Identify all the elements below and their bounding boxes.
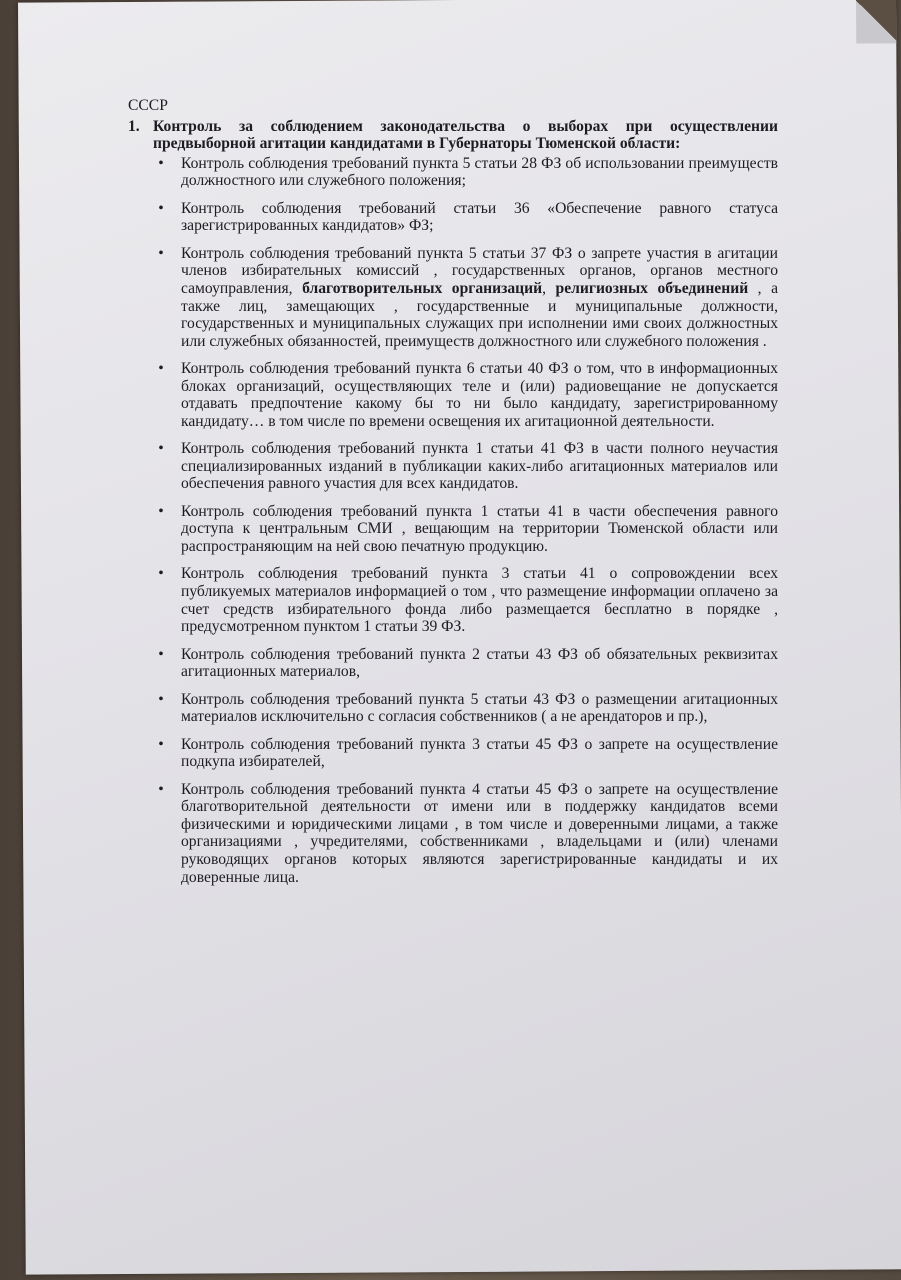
list-item — [153, 691, 778, 726]
section-title: Контроль за соблюдением законодательства о выборах при осуществлении предвыборной агитации кандидатами в Губернаторы Тюменской области: — [153, 117, 778, 153]
list-item-text: Контроль соблюдения требований пункта 5 статьи 43 ФЗ о размещении агитационных материалов исключительно с согласия собственников ( а не арендаторов и пр.), — [181, 690, 778, 726]
list-item — [153, 245, 778, 351]
bullet-icon: • — [158, 735, 164, 753]
requirements-list — [128, 155, 778, 886]
document-header: СССР — [128, 97, 168, 114]
bullet-icon: • — [158, 360, 164, 378]
list-item — [153, 200, 778, 235]
list-item — [153, 360, 778, 430]
list-item-text: Контроль соблюдения требований пункта 3 статьи 45 ФЗ о запрете на осуществление подкупа избирателей, — [181, 735, 778, 771]
folded-corner — [856, 0, 896, 44]
list-item — [153, 440, 778, 493]
section-number: 1. — [128, 117, 140, 135]
list-item-text: Контроль соблюдения требований пункта 6 статьи 40 ФЗ о том, что в информационных блоках организаций, осуществляющих теле и (или) радиовещание не допускается отдавать предпочтение какому бы то ни было кандидату, зарегистрированному кандидату… в том числе по времени освещения их агитационной деятельности. — [181, 360, 778, 430]
list-item-text: Контроль соблюдения требований статьи 36 «Обеспечение равного статуса зарегистрированных кандидатов» ФЗ; — [181, 199, 778, 235]
list-item-text: Контроль соблюдения требований пункта 4 статьи 45 ФЗ о запрете на осуществление благотворительной деятельности от имени или в поддержку кандидатов всеми физическими и юридическими лицами , в том числе и доверенными лицами, а также организациями , учредителями, собственниками , владельцами и (или) членами руководящих органов которых являются зарегистрированные кандидаты и их доверенные лица. — [181, 780, 778, 886]
list-item — [153, 565, 778, 635]
emphasis-charities: благотворительных организаций — [302, 279, 543, 297]
emphasis-religious-associations: религиозных объединений — [555, 279, 749, 297]
list-item — [153, 781, 778, 887]
bullet-icon: • — [158, 690, 164, 708]
list-item-text: Контроль соблюдения требований пункта 2 статьи 43 ФЗ об обязательных реквизитах агитационных материалов, — [181, 645, 778, 681]
list-item — [153, 155, 778, 190]
list-item-text: Контроль соблюдения требований пункта 5 статьи 28 ФЗ об использовании преимуществ должностного или служебного положения; — [181, 154, 778, 190]
bullet-icon: • — [158, 244, 164, 262]
list-item-text: Контроль соблюдения требований пункта 1 статьи 41 ФЗ в части полного неучастия специализированных изданий в публикации каких-либо агитационных материалов или обеспечения равного участия для всех кандидатов. — [181, 440, 778, 493]
list-item-text-separator: , — [542, 279, 556, 297]
list-item-text: , а также лиц, замещающих , государственные и муниципальные должности, государственных и муниципальных служащих при исполнении ими своих должностных или служебных обязанностей, преимуществ должностного или служебного положения . — [181, 279, 779, 350]
bullet-icon: • — [158, 199, 164, 217]
bullet-icon: • — [158, 780, 164, 798]
bullet-icon: • — [158, 565, 164, 583]
document-body — [128, 97, 778, 896]
list-item-text: Контроль соблюдения требований пункта 1 статьи 41 в части обеспечения равного доступа к центральным СМИ , вещающим на территории Тюменской области или распространяющим на ней свою печатную продукцию. — [181, 502, 778, 556]
list-item — [153, 503, 778, 556]
list-item-text: Контроль соблюдения требований пункта 5 статьи 37 ФЗ о запрете участия в агитации членов избирательных комиссий , государственных органов, органов местного самоуправления, — [181, 244, 778, 297]
list-item-text: Контроль соблюдения требований пункта 3 статьи 41 о сопровождении всех публикуемых материалов информацией о том , что размещение информации оплачено за счет средств избирательного фонда либо размещается бесплатно в порядке , предусмотренном пунктом 1 статьи 39 ФЗ. — [181, 565, 778, 636]
bullet-icon: • — [158, 502, 164, 520]
bullet-icon: • — [158, 645, 164, 663]
bullet-icon: • — [158, 440, 164, 458]
section-heading — [128, 118, 778, 153]
list-item — [153, 646, 778, 681]
list-item — [153, 736, 778, 771]
bullet-icon: • — [158, 154, 164, 172]
